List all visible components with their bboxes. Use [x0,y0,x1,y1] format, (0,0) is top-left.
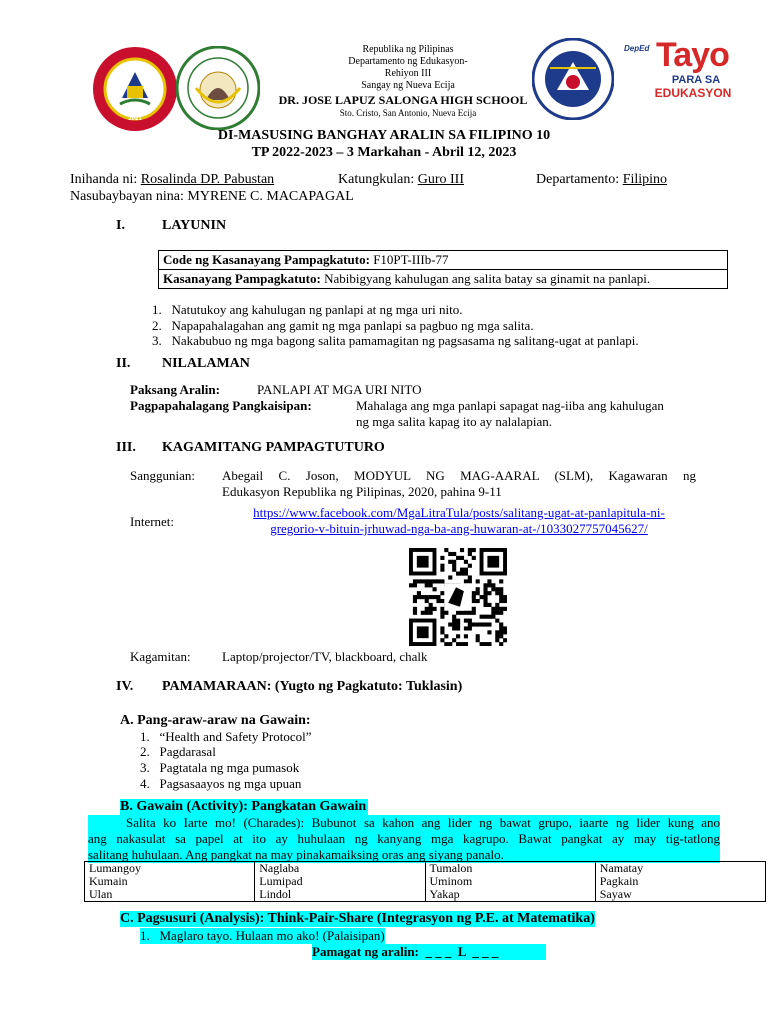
word-cell: Uminom [429,874,473,888]
sec2-num: II. [116,356,131,371]
a-item-text: Pagsasaayos ng mga upuan [159,776,302,791]
ref-line2: Edukasyon Republika ng Pilipinas, 2020, pahina 9-11 [222,484,502,499]
objective-text: Nakabubuo ng mga bagong salita pamamagitan ng pagsasama ng salitang-ugat at panlapi. [171,333,639,348]
qr-code[interactable] [409,548,507,646]
skill-row [159,270,728,289]
word-cell: Naglaba [259,861,300,875]
objective-1: 1. Natutukoy ang kahulugan ng panlapi at ng mga uri nito. [152,302,463,317]
objective-2: 2. Napapahalagahan ang gamit ng mga panlapi sa pagbuo ng mga salita. [152,318,534,333]
word-cell: Namatay [599,861,644,875]
code-label: Code ng Kasanayang Pampagkatuto: [163,252,370,267]
word-cell: Sayaw [599,887,632,901]
header-line4: Sangay ng Nueva Ecija [361,80,455,91]
ref-label: Sanggunian: [130,468,195,483]
school-name: DR. JOSE LAPUZ SALONGA HIGH SCHOOL [278,93,528,107]
puzzle-line [312,944,546,960]
prepared-by [70,172,274,188]
code-row [159,251,728,270]
facebook-link[interactable] [222,505,696,537]
header-line3: Rehiyon III [384,68,432,79]
dept-label: Departamento: [536,172,623,187]
school-address: Sto. Cristo, San Antonio, Nueva Ecija [339,108,477,118]
table-row [85,862,766,902]
puzzle-label: Pamagat ng aralin: [312,944,419,959]
word-cell: Yakap [429,887,460,901]
b-line3: salitang huhulaan. Ang pangkat na may pinakamaiksing oras ang siyang panalo. [88,847,504,862]
url-line1: https://www.facebook.com/MgaLitraTula/posts/salitang-ugat-at-panlapitula-ni- [253,505,665,520]
doc-subtitle: TP 2022-2023 – 3 Markahan - Abril 12, 2023 [251,145,517,160]
sec4-title: PAMAMARAAN: (Yugto ng Pagkatuto: Tuklasin) [162,679,463,694]
tayo-word: Tayo [656,36,729,74]
position-value: Guro III [417,172,464,187]
sec1-num: I. [116,218,125,233]
words-table [84,861,766,902]
puzzle-value: _ _ _ L _ _ _ [418,944,499,959]
b-paragraph [88,815,720,863]
word-cell: Tumalon [429,861,473,875]
c-item-1: 1. Maglaro tayo. Hulaan mo ako! (Palaisipan) [140,928,385,943]
a-item-text: Pagdarasal [159,744,216,759]
word-cell: Lumipad [259,874,303,888]
word-cell: Pagkain [599,874,639,888]
code-value: F10PT-IIIb-77 [369,252,449,267]
objective-3: 3. Nakabubuo ng mga bagong salita pamamagitan ng pagsasama ng salitang-ugat at panlapi. [152,333,639,348]
sec2-title: NILALAMAN [162,356,250,371]
a-item-text: Pagtatala ng mga pumasok [159,760,300,775]
word-cell: Kumain [89,874,128,888]
objective-text: Natutukoy ang kahulugan ng panlapi at ng mga uri nito. [171,302,463,317]
sec3-title: KAGAMITANG PAMPAGTUTURO [162,440,385,455]
prepared-label: Inihanda ni: [70,172,141,187]
dept-value: Filipino [622,172,668,187]
code-table [158,250,728,289]
a-item-4: 4. Pagsasaayos ng mga upuan [140,776,302,791]
word-cell: Lindol [259,887,292,901]
tayo-logo [622,36,750,102]
kagawaran-logo [532,38,614,120]
department [536,172,667,188]
topic-value: PANLAPI AT MGA URI NITO [257,382,422,397]
observed-by [70,189,354,205]
url-line2: gregorio-v-bituin-jrhuwad-nga-ba-ang-huwaran-at-/1033027757045627/ [270,521,648,536]
value-label: Pagpapahalagang Pangkaisipan: [130,398,312,413]
sec1-title: LAYUNIN [162,218,227,233]
a-item-1: 1. “Health and Safety Protocol” [140,729,312,744]
skill-label: Kasanayang Pampagkatuto: [163,271,321,286]
observed-value: MYRENE C. MACAPAGAL [187,189,354,204]
objective-text: Napapahalagahan ang gamit ng mga panlapi sa pagbuo ng mga salita. [171,318,534,333]
header-line2: Departamento ng Edukasyon- [348,56,468,67]
tayo-sub2: EDUKASYON [654,86,732,100]
header-line1: Republika ng Pilipinas [362,44,454,55]
tayo-sub1: PARA SA [671,74,721,86]
materials-label: Kagamitan: [130,649,191,664]
sec4-num: IV. [116,679,134,694]
value-line1: Mahalaga ang mga panlapi sapagat nag-iiba ang kahulugan [356,398,664,413]
tayo-deped-text: DepEd [624,44,650,53]
c-item-text: Maglaro tayo. Hulaan mo ako! (Palaisipan) [159,928,385,943]
materials-value: Laptop/projector/TV, blackboard, chalk [222,649,428,664]
word-cell: Ulan [89,887,113,901]
word-cell: Lumangoy [89,861,141,875]
doc-title: DI-MASUSING BANGHAY ARALIN SA FILIPINO 10 [217,128,551,143]
position-label: Katungkulan: [338,172,418,187]
b-line2: ang nakasulat sa papel at ito ay huhulaan ng kanyang mga kagrupo. Bawat pangkat ay may tig-tatlong [88,831,720,846]
part-a-title: A. Pang-araw-araw na Gawain: [120,713,311,728]
b-line1: Salita ko Iarte mo! (Charades): Bubunot sa kahon ang lider ng bawat grupo, iaarte ng lider kung ano [126,815,720,830]
internet-label: Internet: [130,514,175,529]
part-c-title: C. Pagsusuri (Analysis): Think-Pair-Share (Integrasyon ng P.E. at Matematika) [120,911,595,926]
prepared-value: Rosalinda DP. Pabustan [140,172,275,187]
part-b-title: B. Gawain (Activity): Pangkatan Gawain [120,799,367,814]
position [338,172,464,188]
value-line2: ng mga salita kapag ito ay nalalapian. [356,414,553,429]
topic-label: Paksang Aralin: [130,382,220,397]
sec3-num: III. [116,440,136,455]
school-logo [92,46,178,132]
observed-label: Nasubaybayan nina: [70,189,188,204]
a-item-text: “Health and Safety Protocol” [159,729,312,744]
ref-line1: Abegail C. Joson, MODYUL NG MAG-AARAL (SLM), Kagawaran ng [222,468,696,483]
a-item-2: 2. Pagdarasal [140,744,216,759]
a-item-3: 3. Pagtatala ng mga pumasok [140,760,300,775]
school-logo-year: 2021 [128,116,142,122]
skill-value: Nabibigyang kahulugan ang salita batay sa ginamit na panlapi. [320,271,651,286]
